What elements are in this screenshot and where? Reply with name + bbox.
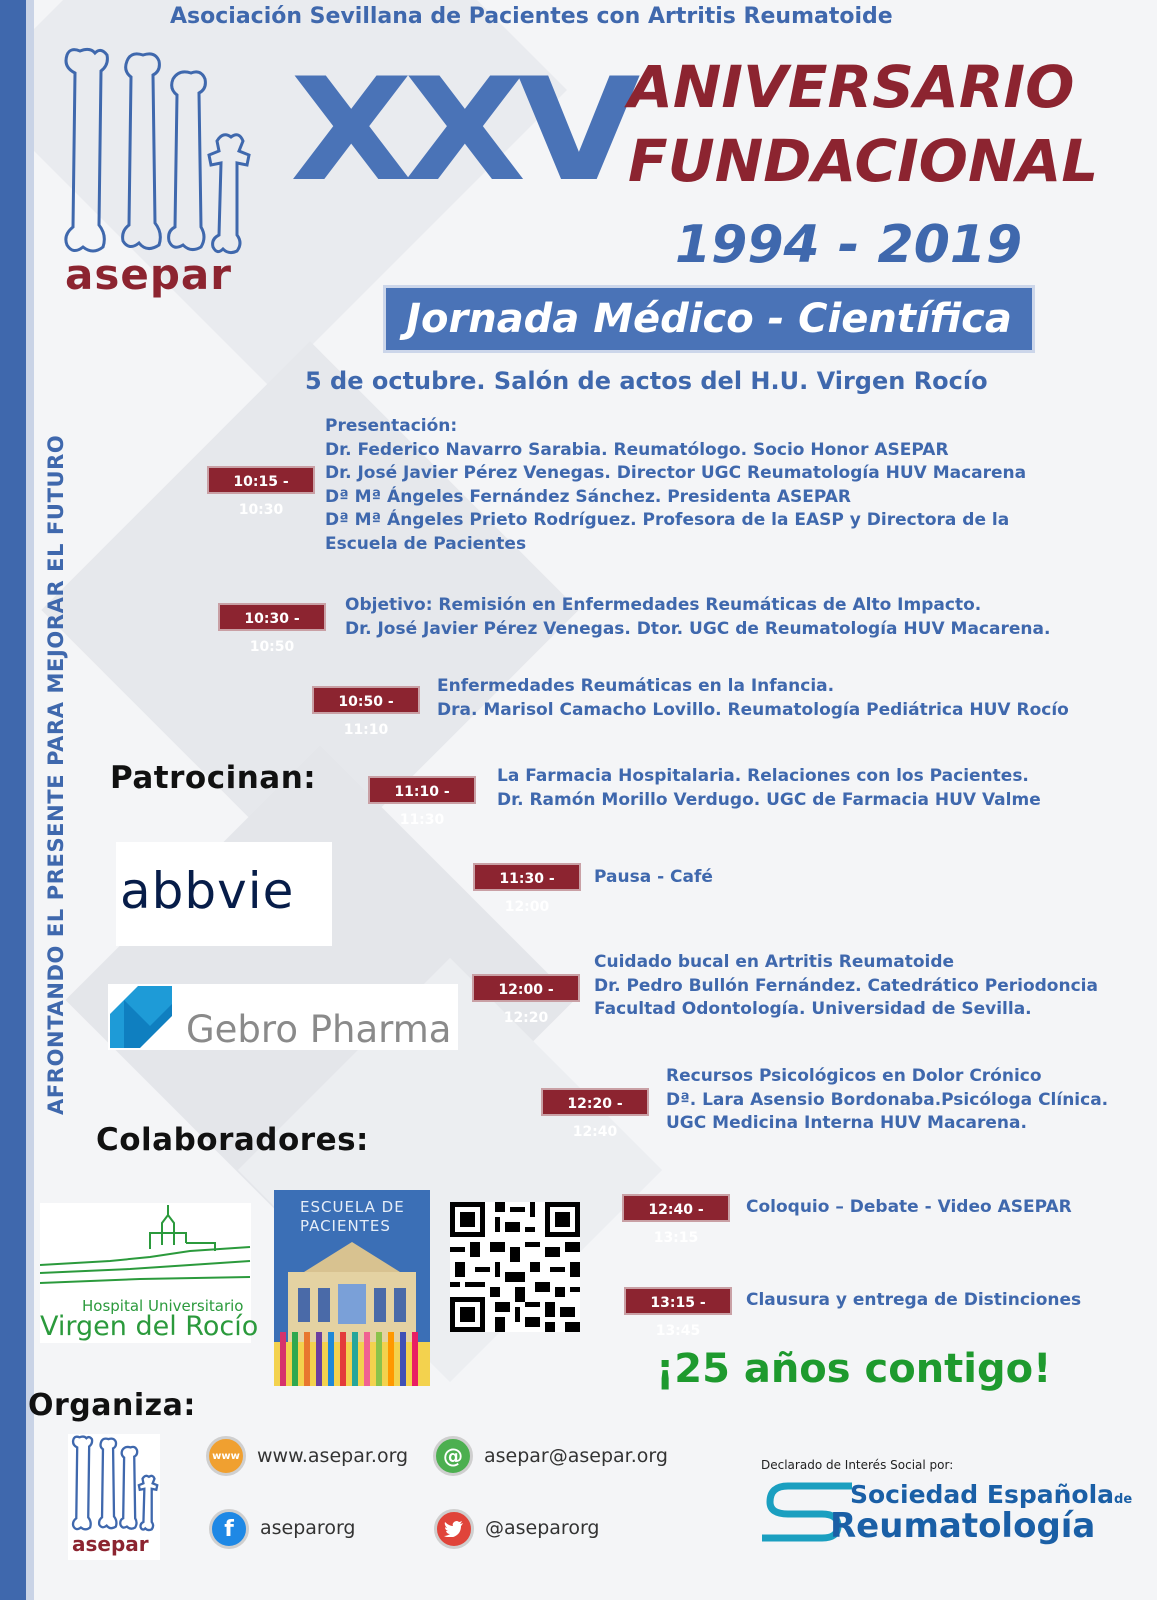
collaborators-title: Colaboradores: — [96, 1122, 369, 1158]
facebook-icon-text: f — [224, 1516, 234, 1542]
gebro-mark-icon — [110, 986, 172, 1048]
anniversary-number: XXV — [290, 48, 632, 213]
time-badge: 12:40 - 13:15 — [622, 1194, 730, 1222]
program-item — [666, 1065, 1108, 1136]
email-link[interactable]: asepar@asepar.org — [484, 1445, 668, 1467]
email-icon-text: @ — [443, 1444, 463, 1468]
program-line: Recursos Psicológicos en Dolor Crónico — [666, 1066, 1042, 1086]
qr-code[interactable] — [450, 1202, 580, 1332]
program-line: Dr. José Javier Pérez Venegas. Dtor. UGC de Reumatología HUV Macarena. — [345, 618, 1051, 639]
program-line: Facultad Odontología. Universidad de Sevilla. — [594, 999, 1032, 1019]
bones-icon — [55, 45, 255, 260]
program-line: Pausa - Café — [594, 867, 713, 887]
asepar-logo — [55, 45, 255, 305]
aniversario-title: ANIVERSARIO — [628, 53, 1075, 121]
qr-code-icon — [450, 1202, 580, 1332]
hospital-line1: Hospital Universitario — [82, 1297, 244, 1315]
program-line: Dª Mª Ángeles Fernández Sánchez. Presidenta ASEPAR — [325, 486, 852, 507]
program-line: Coloquio – Debate - Video ASEPAR — [746, 1197, 1072, 1217]
ser-name: Sociedad Española — [850, 1480, 1115, 1509]
time-badge: 12:20 - 12:40 — [541, 1088, 649, 1116]
escuela-line1: ESCUELA DE — [300, 1198, 405, 1216]
asepar-small-logo — [68, 1434, 160, 1560]
web-icon — [206, 1436, 246, 1476]
event-title-banner: Jornada Médico - Científica — [383, 285, 1035, 353]
time-badge: 12:00 - 12:20 — [472, 974, 580, 1002]
abbvie-logo-text: abbvie — [120, 862, 295, 920]
years-range: 1994 - 2019 — [675, 215, 1023, 275]
association-name: Asociación Sevillana de Pacientes con Artritis Reumatoide — [170, 4, 893, 29]
hospital-virgen-rocio-logo — [40, 1203, 259, 1343]
program-line: Dr. Ramón Morillo Verdugo. UGC de Farmacia HUV Valme — [497, 789, 1041, 810]
program-item — [437, 675, 1069, 722]
program-item — [325, 415, 1026, 556]
program-item — [746, 1289, 1081, 1313]
facebook-icon — [209, 1509, 249, 1549]
bones-icon — [68, 1434, 160, 1534]
time-badge: 10:50 - 11:10 — [312, 686, 420, 714]
program-line: Dª. Lara Asensio Bordonaba.Psicóloga Clínica. — [666, 1089, 1109, 1110]
escuela-pacientes-logo — [274, 1190, 430, 1386]
program-line: Dr. Federico Navarro Sarabia. Reumatólogo. Socio Honor ASEPAR — [325, 439, 949, 460]
sponsors-title: Patrocinan: — [110, 760, 317, 796]
event-date-place: 5 de octubre. Salón de actos del H.U. Virgen Rocío — [305, 367, 988, 395]
program-line: La Farmacia Hospitalaria. Relaciones con los Pacientes. — [497, 766, 1029, 786]
program-item — [594, 866, 713, 890]
program-line: Cuidado bucal en Artritis Reumatoide — [594, 952, 955, 972]
program-item — [746, 1196, 1072, 1220]
left-accent-bar — [0, 0, 26, 1600]
slogan: ¡25 años contigo! — [656, 1346, 1052, 1392]
time-badge: 10:15 - 10:30 — [207, 466, 315, 494]
ser-de: de — [1114, 1492, 1133, 1507]
time-badge: 10:30 - 10:50 — [218, 603, 326, 631]
program-line: Dr. José Javier Pérez Venegas. Director UGC Reumatología HUV Macarena — [325, 463, 1027, 483]
twitter-bird-icon — [444, 1521, 464, 1537]
facebook-link[interactable]: aseparorg — [260, 1517, 356, 1539]
asepar-small-logo-text: asepar — [72, 1532, 149, 1556]
time-badge: 11:10 - 11:30 — [368, 776, 476, 804]
ser-logo — [758, 1476, 1138, 1546]
ser-line2: Reumatología — [830, 1506, 1096, 1546]
hospital-line2: Virgen del Rocío — [40, 1311, 259, 1342]
gebro-logo-text: Gebro Pharma — [186, 1008, 452, 1051]
asepar-logo-text: asepar — [65, 250, 232, 299]
fundacional-title: FUNDACIONAL — [628, 127, 1099, 195]
declared-interest-text: Declarado de Interés Social por: — [761, 1458, 954, 1472]
web-icon-text: www — [212, 1450, 240, 1462]
program-line: Dr. Pedro Bullón Fernández. Catedrático Periodoncia — [594, 975, 1098, 996]
hospital-building-icon — [40, 1203, 251, 1293]
program-line: Presentación: — [325, 416, 458, 436]
program-line: Clausura y entrega de Distinciones — [746, 1290, 1082, 1310]
gebro-pharma-logo — [108, 984, 458, 1050]
abbvie-logo — [116, 842, 332, 946]
program-item — [345, 594, 1050, 641]
website-link[interactable]: www.asepar.org — [257, 1445, 409, 1467]
ser-line1 — [850, 1480, 1132, 1509]
email-icon — [433, 1436, 473, 1476]
program-line: Enfermedades Reumáticas en la Infancia. — [437, 676, 835, 696]
program-line: Escuela de Pacientes — [325, 533, 527, 554]
twitter-icon — [434, 1509, 474, 1549]
program-line: Dª Mª Ángeles Prieto Rodríguez. Profesora de la EASP y Directora de la — [325, 510, 1010, 530]
program-line: Objetivo: Remisión en Enfermedades Reumáticas de Alto Impacto. — [345, 595, 982, 615]
school-building-icon — [274, 1236, 430, 1386]
organizer-title: Organiza: — [28, 1388, 196, 1423]
escuela-line2: PACIENTES — [300, 1217, 391, 1235]
twitter-link[interactable]: @aseparorg — [485, 1517, 600, 1539]
program-line: Dra. Marisol Camacho Lovillo. Reumatología Pediátrica HUV Rocío — [437, 699, 1069, 720]
time-badge: 11:30 - 12:00 — [473, 863, 581, 891]
side-slogan: AFRONTANDO EL PRESENTE PARA MEJORAR EL FUTURO — [44, 434, 68, 1115]
program-item — [594, 951, 1098, 1022]
left-accent-stripe — [26, 0, 34, 1600]
program-line: UGC Medicina Interna HUV Macarena. — [666, 1113, 1027, 1133]
program-item — [497, 765, 1041, 812]
time-badge: 13:15 - 13:45 — [624, 1287, 732, 1315]
